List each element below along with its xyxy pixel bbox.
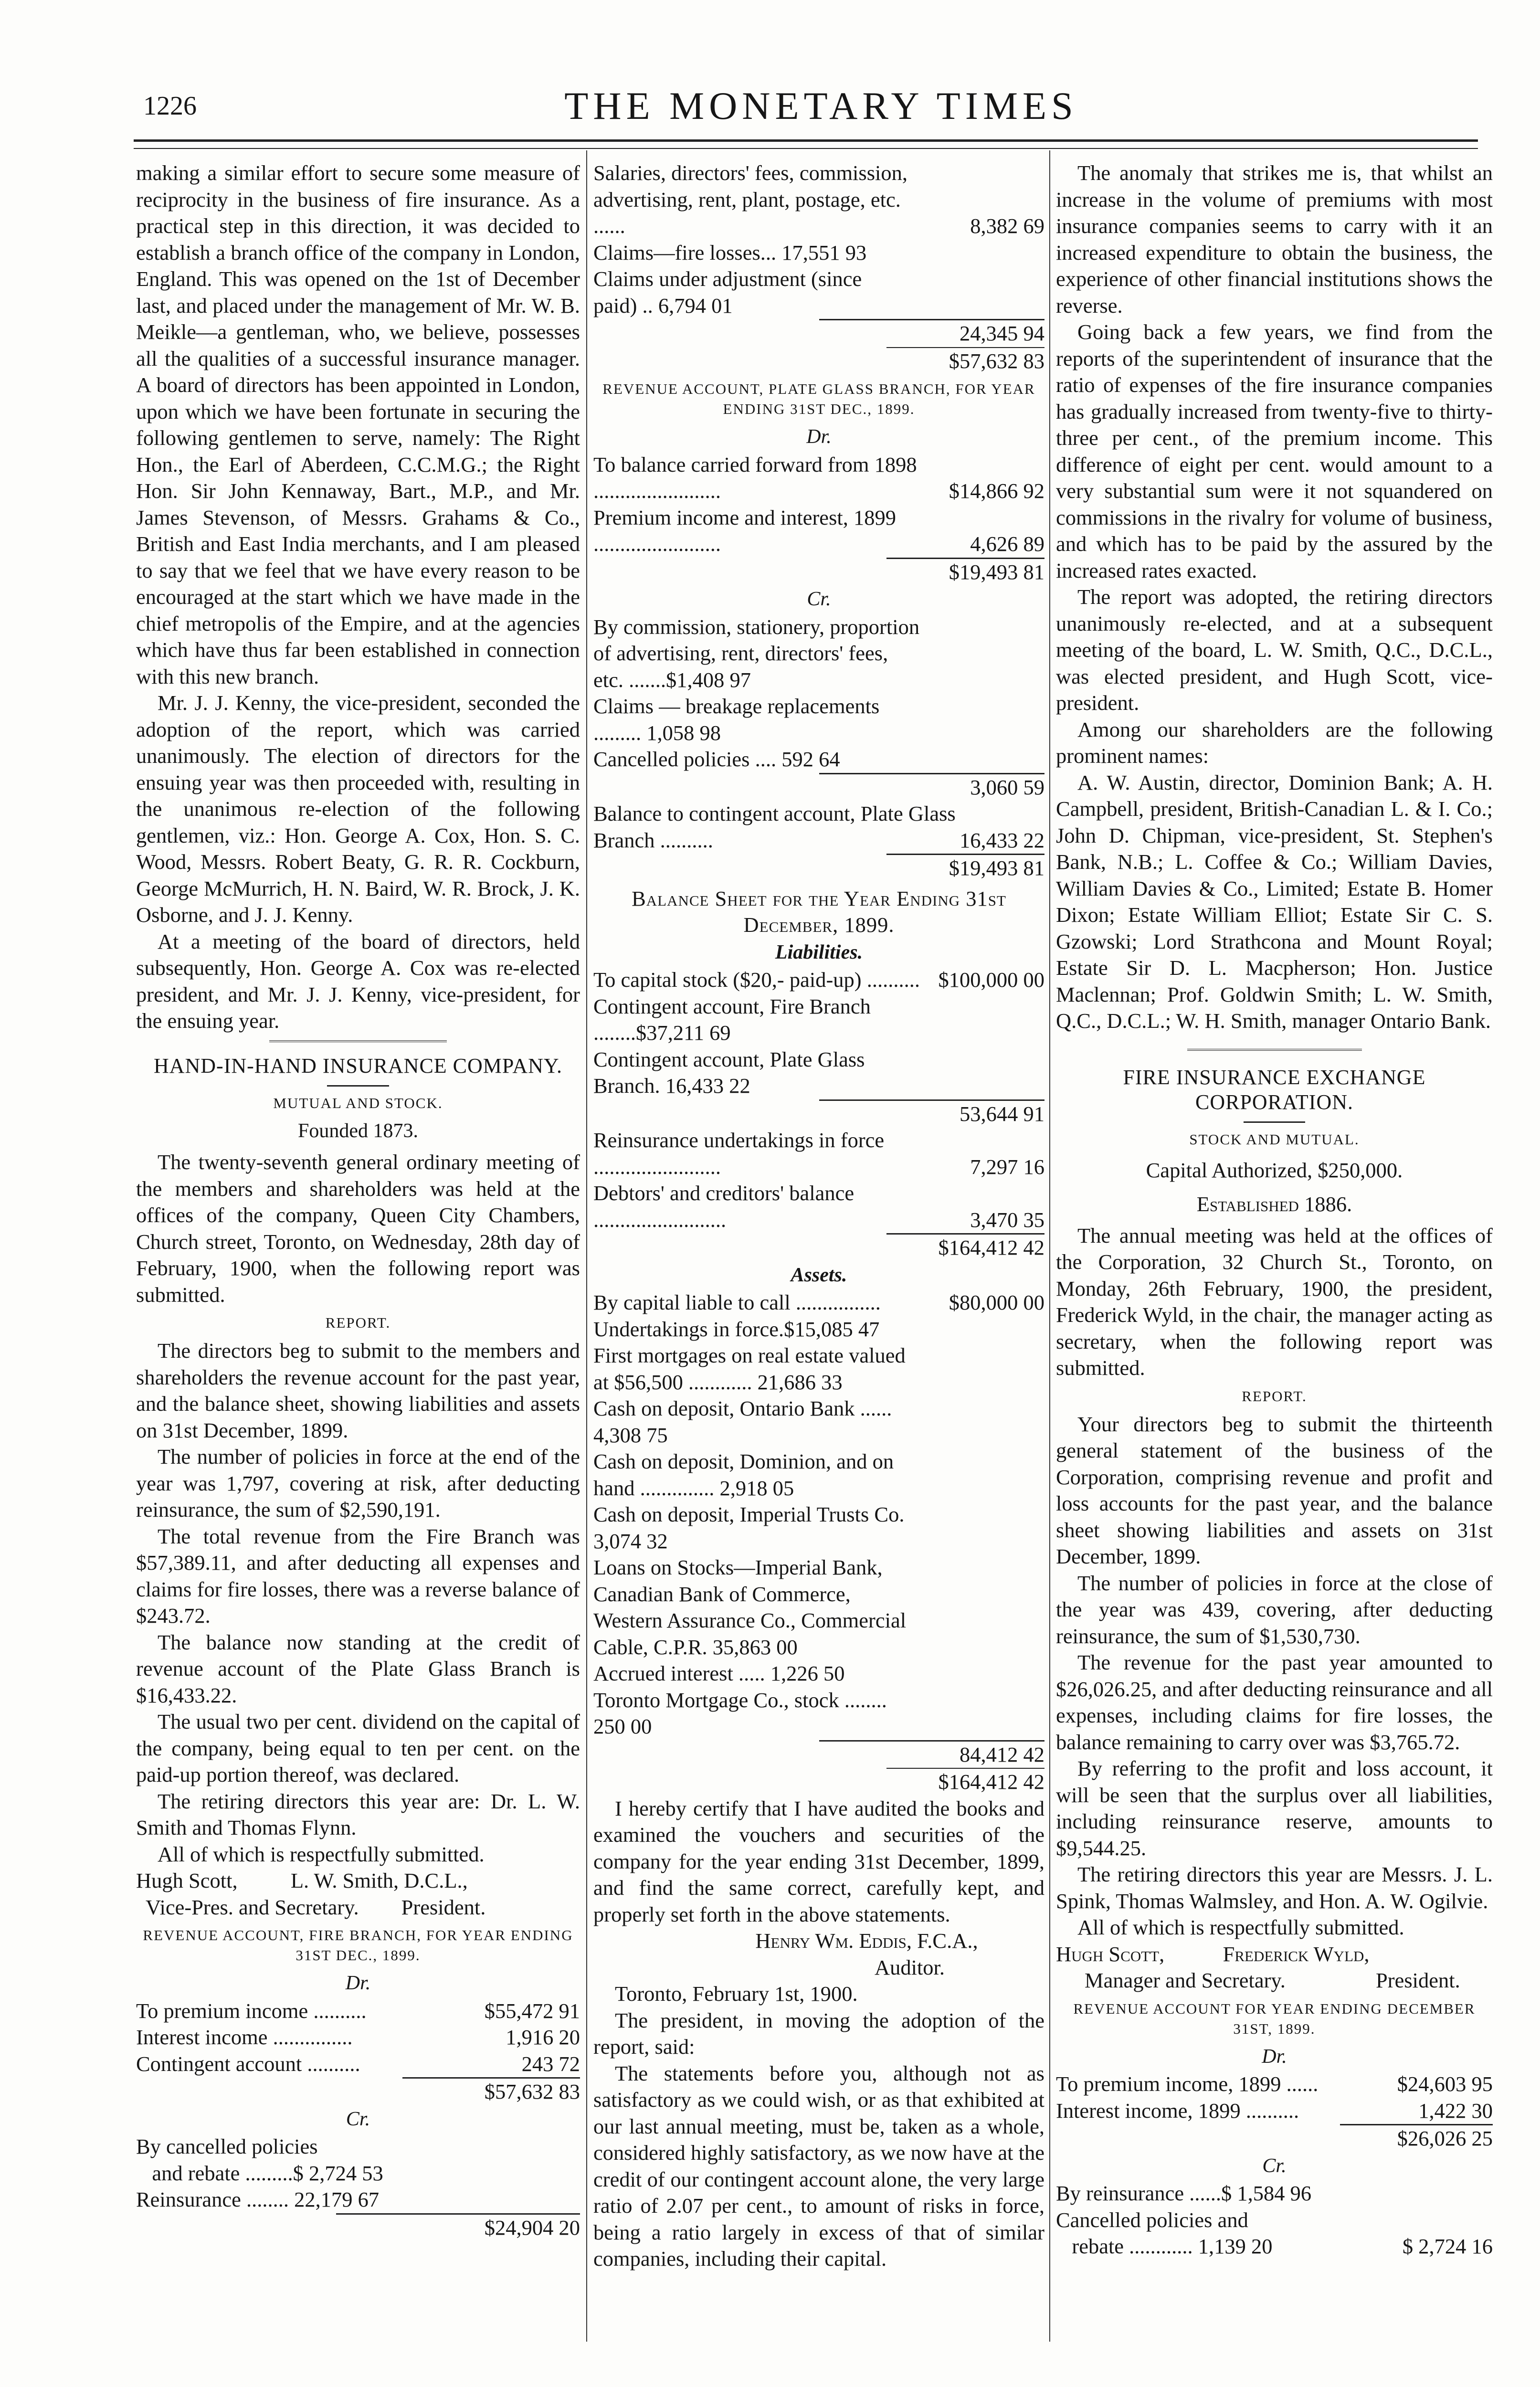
short-rule <box>327 1085 389 1087</box>
ledger-row: Accrued interest ..... 1,226 50 <box>593 1661 845 1685</box>
ledger-row: Undertakings in force.$15,085 47 <box>593 1317 880 1341</box>
company-title: HAND-IN-HAND INSURANCE COMPANY. <box>153 1054 563 1077</box>
ledger-total: $24,904 20 <box>336 2213 580 2241</box>
ledger-row: Cash on deposit, Dominion, and on hand .............. 2,918 05 <box>593 1449 894 1500</box>
established: Established 1886. <box>1196 1192 1352 1216</box>
balance-sheet-heading: Balance Sheet for the Year Ending 31st December, 1899. <box>632 886 1006 937</box>
company-title: FIRE INSURANCE EXCHANGE CORPORATION. <box>1123 1065 1426 1114</box>
column-divider <box>586 150 587 2342</box>
section-rule <box>269 1040 447 1044</box>
ledger-row: Claims under adjustment (since paid) .. 6,794 01 <box>593 267 862 317</box>
capital-authorized: Capital Authorized, $250,000. <box>1146 1158 1403 1182</box>
column-3 <box>1056 160 1493 2366</box>
short-rule <box>1244 1121 1305 1123</box>
liabilities-label: Liabilities. <box>775 941 863 963</box>
ledger-row: Interest income ............... 1,916 20 <box>136 2025 580 2049</box>
ledger-row: Cash on deposit, Ontario Bank ...... 4,308 75 <box>593 1396 892 1447</box>
debit-label: Dr. <box>806 426 832 448</box>
ledger-row: To premium income .......... $55,472 91 <box>136 1998 580 2023</box>
credit-label: Cr. <box>807 588 831 610</box>
report-heading: REPORT. <box>1242 1387 1307 1405</box>
ledger-total: $57,632 83 <box>402 2077 580 2105</box>
ledger-row: Premium income and interest, 1899 ........................ 4,626 89 <box>593 505 1044 556</box>
column-2 <box>593 160 1044 2366</box>
ledger-row: By cancelled policies <box>136 2134 318 2158</box>
ledger-total: $26,026 25 <box>1340 2124 1493 2152</box>
company-subtitle: STOCK AND MUTUAL. <box>1189 1130 1360 1148</box>
ledger-total: $164,412 42 <box>886 1233 1044 1261</box>
ledger-total: $164,412 42 <box>886 1768 1044 1796</box>
paragraph: The retiring directors this year are Messrs. J. L. Spink, Thomas Walmsley, and Hon. A. W. Ogilvie. <box>1056 1862 1493 1913</box>
paragraph: I hereby certify that I have audited the books and examined the vouchers and securities of the company for the year ending 31st December, 1899, and find the same correct, carefully kept, and properly set forth in the above statements. <box>593 1796 1044 1926</box>
ledger-row: To balance carried forward from 1898 ........................ $14,866 92 <box>593 452 1044 503</box>
founded: Founded 1873. <box>298 1120 418 1142</box>
section-rule <box>1187 1049 1362 1053</box>
ledger-row: Interest income, 1899 .......... 1,422 30 <box>1056 2098 1493 2123</box>
ledger-row: Toronto Mortgage Co., stock ........ 250 00 <box>593 1688 887 1738</box>
paragraph: The total revenue from the Fire Branch was $57,389.11, and after deducting all expenses and claims for fire losses, there was a reverse balance of $243.72. <box>136 1524 580 1627</box>
ledger-total: $57,632 83 <box>886 347 1044 375</box>
paragraph: The balance now standing at the credit of revenue account of the Plate Glass Branch is $16,433.22. <box>136 1630 580 1707</box>
debit-label: Dr. <box>1262 2045 1287 2068</box>
paragraph: By referring to the profit and loss account, it will be seen that the surplus over all liabilities, including reinsurance reserve, amounts to $9,544.25. <box>1056 1756 1493 1860</box>
paragraph: Going back a few years, we find from the reports of the superintendent of insurance that the ratio of expenses of the fire insurance companies has gradually increased from twenty-five to thirty-three per cent., of the premium income. This difference of eight per cent. would amount to a very substantial sum were it not squandered on commissions in the rivalry for volume of business, and which has to be paid by the assured by the increased rates exacted. <box>1056 320 1493 582</box>
debit-label: Dr. <box>345 1972 371 1994</box>
credit-label: Cr. <box>346 2108 370 2130</box>
paragraph: Mr. J. J. Kenny, the vice-president, seconded the adoption of the report, which was carried unanimously. The election of directors for the ensuing year was then proceeded with, resulting in the unanimous re-election of the following gentlemen, viz.: Hon. George A. Cox, Hon. S. C. Wood, Messrs. Robert Beaty, G. R. R. Cockburn, George McMurrich, H. N. Baird, W. R. Brock, J. K. Osborne, and J. J. Kenny. <box>136 691 580 927</box>
paragraph: The report was adopted, the retiring directors unanimously re-elected, and at a subsequent meeting of the board, L. W. Smith, Q.C., D.C.L., was elected president, and Hugh Scott, vice-president. <box>1056 585 1493 715</box>
ledger-row: Contingent account .......... 243 72 <box>136 2051 580 2076</box>
paragraph: The number of policies in force at the end of the year was 1,797, covering at risk, after deducting reinsurance, the sum of $2,590,191. <box>136 1445 580 1521</box>
paragraph: The statements before you, although not as satisfactory as we could wish, or as that exhibited at our last annual meeting, must be, taken as a whole, considered highly satisfactory, as we now have at the credit of our contingent account alone, the very large ratio of 2.07 per cent., to amount of risks in force, being a ratio largely in excess of that of similar companies, including their capital. <box>593 2061 1044 2271</box>
signature-line: Hugh Scott, Frederick Wyld, <box>1056 1942 1370 1966</box>
ledger-row: Claims—fire losses... 17,551 93 <box>593 240 867 264</box>
ledger-row: Salaries, directors' fees, commission, advertising, rent, plant, postage, etc. ...... 8,382 69 <box>593 161 1044 238</box>
ledger-row: To premium income, 1899 ...... $24,603 95 <box>1056 2072 1493 2096</box>
paragraph: At a meeting of the board of directors, held subsequently, Hon. George A. Cox was re-elected president, and Mr. J. J. Kenny, vice-president, for the ensuing year. <box>136 929 580 1033</box>
ledger-row: Reinsurance ........ 22,179 67 <box>136 2187 380 2211</box>
ledger-total: $19,493 81 <box>886 558 1044 586</box>
ledger-subtotal: 3,060 59 <box>819 773 1045 801</box>
paragraph: All of which is respectfully submitted. <box>158 1842 485 1866</box>
paragraph: The directors beg to submit to the members and shareholders the revenue account for the past year, and the balance sheet, showing liabilities and assets on 31st December, 1899. <box>136 1339 580 1442</box>
paragraph: Your directors beg to submit the thirteenth general statement of the business of the Corporation, comprising revenue and profit and loss accounts for the past year, and the balance sheet showing liabilities and assets on 31st December, 1899. <box>1056 1412 1493 1568</box>
column-1 <box>136 160 580 2366</box>
date-line: Toronto, February 1st, 1900. <box>615 1982 858 2006</box>
ledger-row: and rebate .........$ 2,724 53 <box>136 2161 383 2185</box>
paragraph: The anomaly that strikes me is, that whilst an increase in the volume of premiums with most insurance companies seems to carry with it an increased expenditure to obtain the business, the experience of other financial institutions shows the reverse. <box>1056 161 1493 317</box>
ledger-subtotal: 84,412 42 <box>819 1740 1045 1768</box>
credit-label: Cr. <box>1262 2155 1287 2177</box>
ledger-row: Cancelled policies .... 592 64 <box>593 747 840 771</box>
ledger-row: By reinsurance ......$ 1,584 96 <box>1056 2181 1312 2205</box>
paragraph: The number of policies in force at the close of the year was 439, covering, after deducting reinsurance, the sum of $1,530,730. <box>1056 1571 1493 1648</box>
signature-titles: Manager and Secretary. President. <box>1085 1968 1460 1992</box>
paragraph: The president, in moving the adoption of the report, said: <box>593 2008 1044 2059</box>
paragraph: The twenty-seventh general ordinary meeting of the members and shareholders was held at the offices of the company, Queen City Chambers, Church street, Toronto, on Wednesday, 28th day of February, 1900, when the following report was submitted. <box>136 1150 580 1307</box>
ledger-subtotal: 53,644 91 <box>819 1099 1045 1128</box>
ledger-row: Contingent account, Plate Glass Branch. 16,433 22 <box>593 1047 865 1098</box>
paragraph: All of which is respectfully submitted. <box>1077 1915 1404 1939</box>
paragraph: The usual two per cent. dividend on the capital of the company, being equal to ten per cent. on the paid-up portion thereof, was declared. <box>136 1710 580 1786</box>
account-heading: REVENUE ACCOUNT, PLATE GLASS BRANCH, FOR YEAR ENDING 31ST DEC., 1899. <box>602 380 1035 417</box>
ledger-row: rebate ............ 1,139 20 $ 2,724 16 <box>1056 2234 1493 2258</box>
ledger-row: First mortgages on real estate valued at $56,500 ............ 21,686 33 <box>593 1343 906 1394</box>
paragraph: A. W. Austin, director, Dominion Bank; A. H. Campbell, president, British-Canadian L. & I. Co.; John D. Chipman, vice-president, St. Stephen's Bank, N.B.; L. Coffee & Co.; William Davies, William Davies & Co., Limited; Estate B. Homer Dixon; Estate William Elliot; Estate Sir C. S. Gzowski; Lord Strathcona and Mount Royal; Estate Sir D. L. Macpherson; Hon. Justice Maclennan; Prof. Goldwin Smith; L. W. Smith, Q.C., D.C.L.; W. H. Smith, manager Ontario Bank. <box>1056 770 1493 1033</box>
signature-titles: Vice-Pres. and Secretary. President. <box>146 1895 486 1919</box>
ledger-row: To capital stock ($20,- paid-up) .......... $100,000 00 <box>593 968 1044 992</box>
ledger-row: Cancelled policies and <box>1056 2207 1248 2232</box>
header-rule-thin <box>134 148 1478 149</box>
ledger-row: Contingent account, Fire Branch ........$37,211 69 <box>593 994 871 1045</box>
assets-label: Assets. <box>791 1264 847 1286</box>
paragraph: making a similar effort to secure some measure of reciprocity in the business of fire insurance. As a practical step in this direction, it was decided to establish a branch office of the company in London, England. This was opened on the 1st of December last, and placed under the management of Mr. W. B. Meikle—a gentleman, who, we believe, possesses all the qualities of a successful insurance manager. A board of directors has been appointed in London, upon which we have been fortunate in securing the following gentlemen to serve, namely: The Right Hon., the Earl of Aberdeen, C.C.M.G.; the Right Hon. Sir John Kennaway, Bart., M.P., and Mr. James Stevenson, of Messrs. Grahams & Co., British and East India merchants, and I am pleased to say that we feel that we have every reason to be encouraged at the start which we have made in the chief metropolis of the Empire, and at the agencies which have thus far been established in connection with this new branch. <box>136 161 580 688</box>
auditor-name: Henry Wm. Eddis, F.C.A., <box>755 1929 978 1953</box>
ledger-row: Debtors' and creditors' balance ......................... 3,470 35 <box>593 1181 1044 1232</box>
account-heading: REVENUE ACCOUNT FOR YEAR ENDING DECEMBER 31ST, 1899. <box>1073 2000 1476 2037</box>
signature-line: Hugh Scott, L. W. Smith, D.C.L., <box>136 1869 468 1892</box>
company-subtitle: MUTUAL AND STOCK. <box>273 1094 443 1111</box>
header-rule <box>134 139 1478 142</box>
report-heading: REPORT. <box>325 1314 391 1331</box>
column-divider <box>1049 150 1050 2342</box>
paragraph: Among our shareholders are the following prominent names: <box>1056 717 1493 768</box>
ledger-row: By commission, stationery, proportion of advertising, rent, directors' fees, etc. .......$1,408 97 <box>593 614 920 692</box>
ledger-row: Balance to contingent account, Plate Glass Branch .......... 16,433 22 <box>593 802 1044 852</box>
ledger-subtotal: 24,345 94 <box>819 319 1045 347</box>
paragraph: The annual meeting was held at the offices of the Corporation, 32 Church St., Toronto, on Monday, 26th February, 1900, the president, Frederick Wyld, in the chair, the manager acting as secretary, when the following report was submitted. <box>1056 1223 1493 1380</box>
paragraph: The revenue for the past year amounted to $26,026.25, and after deducting reinsurance and all expenses, including claims for fire losses, the balance remaining to carry over was $3,765.72. <box>1056 1650 1493 1754</box>
ledger-total: $19,493 81 <box>886 854 1044 882</box>
ledger-row: Cash on deposit, Imperial Trusts Co. 3,074 32 <box>593 1502 905 1553</box>
masthead: THE MONETARY TIMES <box>564 84 1078 127</box>
ledger-row: By capital liable to call ................ $80,000 00 <box>593 1290 1044 1314</box>
page-number: 1226 <box>143 91 197 121</box>
ledger-row: Loans on Stocks—Imperial Bank, Canadian Bank of Commerce, Western Assurance Co., Commercial Cable, C.P.R. 35,863 00 <box>593 1555 907 1659</box>
ledger-row: Claims — breakage replacements ......... 1,058 98 <box>593 694 880 745</box>
paragraph: The retiring directors this year are: Dr. L. W. Smith and Thomas Flynn. <box>136 1789 580 1839</box>
ledger-row: Reinsurance undertakings in force ........................ 7,297 16 <box>593 1128 1044 1179</box>
auditor-title: Auditor. <box>874 1955 945 1979</box>
account-heading: REVENUE ACCOUNT, FIRE BRANCH, FOR YEAR ENDING 31ST DEC., 1899. <box>143 1927 573 1964</box>
